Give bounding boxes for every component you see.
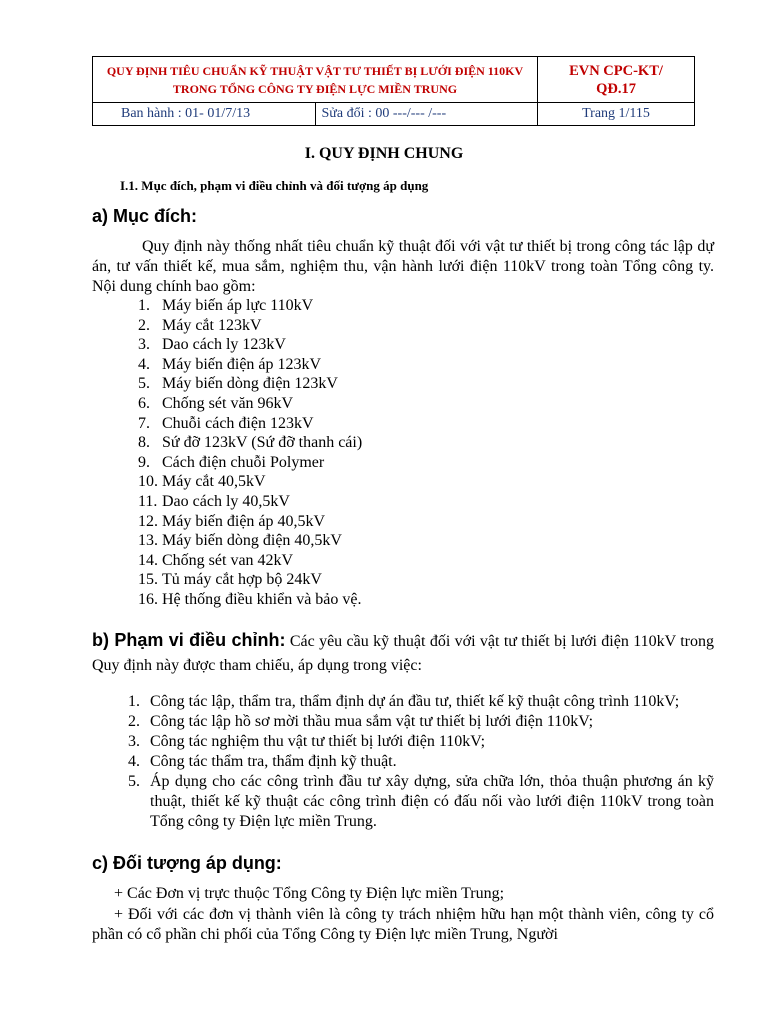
part-b-intro: Các yêu cầu kỹ thuật đối với vật tư thiết bị lưới điện 110kV trong Quy định này được tham chiếu, áp dụng trong việc: <box>92 633 715 674</box>
list-item-number: 2. <box>128 713 140 730</box>
document-code <box>538 57 695 103</box>
purpose-list-item <box>138 355 362 375</box>
purpose-list-item <box>138 433 362 453</box>
purpose-list <box>138 296 362 610</box>
code-line-2: QĐ.17 <box>596 80 636 97</box>
list-item-number: 3. <box>128 733 140 750</box>
list-item-text: Máy biến áp lực 110kV <box>162 297 314 314</box>
list-item-text: Máy biến điện áp 40,5kV <box>162 512 326 530</box>
title-line-1: QUY ĐỊNH TIÊU CHUẨN KỸ THUẬT VẬT TƯ THIẾT BỊ LƯỚI ĐIỆN 110KV <box>106 63 524 78</box>
list-item-text: Tủ máy cắt hợp bộ 24kV <box>162 571 322 589</box>
list-item-text: Máy biến điện áp 123kV <box>162 355 322 373</box>
list-item-number: 5. <box>138 375 150 393</box>
purpose-list-item <box>138 531 362 551</box>
list-item-number: 1. <box>128 693 140 710</box>
list-item-text: Hệ thống điều khiển và bảo vệ. <box>162 590 362 608</box>
scope-list-item <box>128 692 714 712</box>
purpose-list-item <box>138 335 362 355</box>
list-item-text: Chống sét văn 96kV <box>162 394 294 412</box>
scope-list <box>128 692 714 832</box>
list-item-number: 15. <box>138 571 158 589</box>
list-item-number: 4. <box>128 753 140 770</box>
list-item-number: 5. <box>128 773 140 790</box>
list-item-text: Công tác lập hồ sơ mời thầu mua sắm vật tư thiết bị lưới điện 110kV; <box>150 713 594 730</box>
list-item-text: Dao cách ly 40,5kV <box>162 492 290 510</box>
list-item-number: 3. <box>138 336 150 354</box>
part-a-intro: Quy định này thống nhất tiêu chuẩn kỹ thuật đối với vật tư thiết bị trong công tác lập dự án, tư vấn thiết kế, mua sắm, nghiệm thu, vận hành lưới điện 110kV trong toàn Tổng công ty. Nội dung chính bao gồm: <box>92 238 714 295</box>
list-item-number: 7. <box>138 414 150 432</box>
list-item-number: 6. <box>138 394 150 412</box>
list-item-text: Công tác nghiệm thu vật tư thiết bị lưới điện 110kV; <box>150 733 486 750</box>
list-item-number: 4. <box>138 355 150 373</box>
purpose-list-item <box>138 453 362 473</box>
purpose-list-item <box>138 570 362 590</box>
list-item-text: Máy biến dòng điện 40,5kV <box>162 532 342 550</box>
code-line-1: EVN CPC-KT/ <box>569 62 663 79</box>
purpose-list-item <box>138 394 362 414</box>
part-c-line-1: + Các Đơn vị trực thuộc Tổng Công ty Điện lực miền Trung; <box>114 885 505 902</box>
scope-list-item <box>128 712 714 732</box>
list-item-text: Cách điện chuỗi Polymer <box>162 453 325 471</box>
purpose-list-item <box>138 590 362 610</box>
list-item-number: 1. <box>138 297 150 314</box>
list-item-number: 9. <box>138 453 150 471</box>
list-item-number: 14. <box>138 551 158 569</box>
scope-list-item <box>128 732 714 752</box>
part-b-paragraph <box>92 628 714 678</box>
scope-list-item <box>128 772 714 832</box>
purpose-list-item <box>138 472 362 492</box>
scope-list-item <box>128 752 714 772</box>
list-item-text: Công tác lập, thẩm tra, thẩm định dự án đầu tư, thiết kế kỹ thuật công trình 110kV; <box>150 693 680 710</box>
list-item-text: Sứ đỡ 123kV (Sứ đỡ thanh cái) <box>162 434 363 452</box>
list-item-text: Công tác thẩm tra, thẩm định kỹ thuật. <box>150 753 397 770</box>
document-title <box>93 57 538 103</box>
purpose-list-item <box>138 374 362 394</box>
document-header-table <box>92 56 695 126</box>
purpose-list-item <box>138 316 362 336</box>
purpose-list-item <box>138 414 362 434</box>
page-number: Trang 1/115 <box>538 103 695 126</box>
purpose-list-item <box>138 492 362 512</box>
purpose-list-item <box>138 551 362 571</box>
list-item-number: 13. <box>138 532 158 550</box>
part-c-heading: c) Đối tượng áp dụng: <box>92 853 282 873</box>
list-item-text: Máy cắt 40,5kV <box>162 473 266 491</box>
issued-date: Ban hành : 01- 01/7/13 <box>93 103 316 126</box>
purpose-list-item <box>138 296 362 316</box>
list-item-number: 10. <box>138 473 158 491</box>
list-item-number: 8. <box>138 434 150 452</box>
list-item-number: 16. <box>138 590 158 608</box>
list-item-number: 2. <box>138 316 150 334</box>
list-item-text: Dao cách ly 123kV <box>162 336 286 354</box>
part-b-heading: b) Phạm vi điều chỉnh: <box>92 630 286 650</box>
purpose-list-item <box>138 512 362 532</box>
list-item-text: Máy biến dòng điện 123kV <box>162 375 338 393</box>
title-line-2: TRONG TỔNG CÔNG TY ĐIỆN LỰC MIỀN TRUNG <box>172 81 458 96</box>
list-item-number: 11. <box>138 492 158 510</box>
subsection-title: I.1. Mục đích, phạm vi điều chỉnh và đối tượng áp dụng <box>120 178 429 193</box>
part-a-heading: a) Mục đích: <box>92 206 198 226</box>
list-item-text: Chống sét van 42kV <box>162 551 294 569</box>
revision-info: Sửa đổi : 00 ---/--- /--- <box>315 103 538 126</box>
part-c-line-2: + Đối với các đơn vị thành viên là công ty trách nhiệm hữu hạn một thành viên, công ty cổ phần có cổ phần chi phối của Tổng Công ty Điện lực miền Trung, Người <box>92 906 714 943</box>
list-item-text: Máy cắt 123kV <box>162 316 262 334</box>
section-title: I. QUY ĐỊNH CHUNG <box>304 145 464 162</box>
list-item-number: 12. <box>138 512 158 530</box>
list-item-text: Chuỗi cách điện 123kV <box>162 414 314 432</box>
list-item-text: Áp dụng cho các công trình đầu tư xây dựng, sửa chữa lớn, thỏa thuận phương án kỹ thuật, thiết kế kỹ thuật các công trình điện có đấu nối vào lưới điện 110kV trong toàn Tổng công ty Điện lực miền Trung. <box>150 773 714 830</box>
